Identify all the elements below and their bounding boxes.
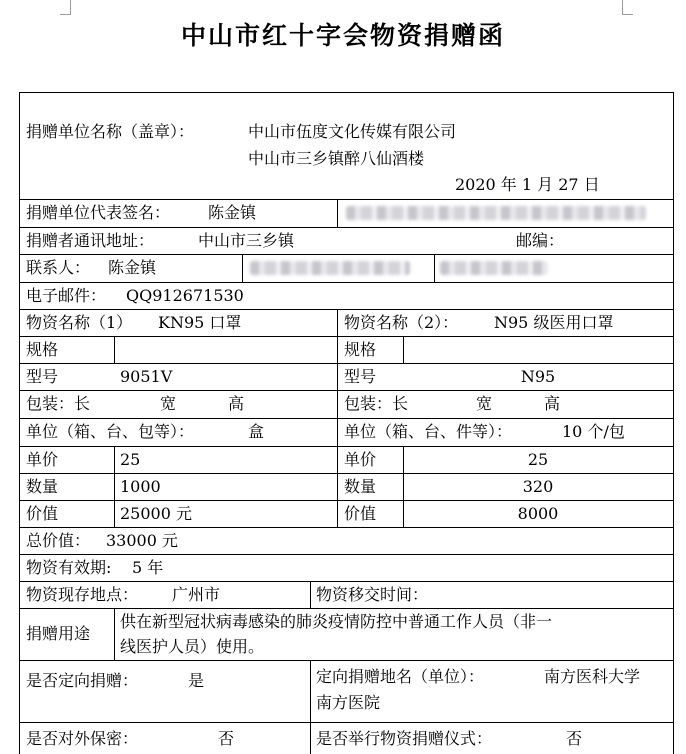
item1-pack-width: 宽: [160, 394, 177, 413]
item1-model: 9051V: [120, 367, 173, 386]
postcode-label: 邮编：: [516, 231, 565, 250]
item1-name-label: 物资名称（1）: [26, 313, 133, 332]
page-corner-mark-left: [60, 0, 71, 15]
item2-pack-height: 高: [544, 394, 561, 413]
redacted-field: [250, 261, 410, 275]
contact-name: 陈金镇: [108, 258, 157, 277]
item1-qty: 1000: [120, 477, 161, 496]
col-divider: [242, 254, 243, 282]
donation-date: 2020 年 1 月 27 日: [455, 175, 600, 194]
validity-value: 5 年: [132, 558, 164, 577]
item1-unit: 盒: [248, 422, 265, 441]
row-divider: [19, 446, 674, 447]
rep-signature-label: 捐赠单位代表签名：: [26, 203, 171, 222]
item2-pack-label: 包装：长: [344, 394, 409, 413]
col-divider: [337, 199, 338, 227]
directed-label: 是否定向捐赠：: [26, 671, 139, 690]
ceremony-value: 否: [566, 729, 583, 748]
transfer-time-label: 物资移交时间：: [316, 585, 429, 604]
item2-qty: 320: [522, 477, 554, 496]
item2-name: N95 级医用口罩: [494, 313, 614, 332]
item2-value: 8000: [517, 504, 559, 523]
row-divider: [19, 418, 674, 419]
total-value: 33000 元: [106, 531, 178, 550]
redacted-field: [440, 261, 548, 275]
address-value: 中山市三乡镇: [198, 231, 295, 250]
col-divider: [114, 336, 115, 363]
row-divider: [19, 722, 674, 723]
item2-unit-label: 单位（箱、台、件等）：: [344, 422, 513, 441]
table-border-right: [673, 92, 674, 754]
contact-label: 联系人：: [26, 258, 91, 277]
item2-model-label: 型号: [344, 367, 377, 386]
item2-model: N95: [520, 367, 556, 386]
usage-label: 捐赠用途: [26, 624, 91, 643]
item1-pack-label: 包装：长: [26, 394, 91, 413]
row-divider: [19, 227, 674, 228]
item2-qty-label: 数量: [344, 477, 377, 496]
validity-label: 物资有效期:: [26, 558, 112, 577]
col-divider: [403, 336, 404, 363]
row-divider: [19, 390, 674, 391]
item2-pack-width: 宽: [476, 394, 493, 413]
row-divider: [19, 92, 674, 93]
page-corner-mark-right: [622, 0, 633, 15]
item1-value-label: 价值: [26, 504, 59, 523]
item1-price: 25: [120, 450, 141, 469]
donor-name-line2: 中山市三乡镇醉八仙酒楼: [248, 149, 425, 168]
row-divider: [19, 336, 674, 337]
item1-pack-height: 高: [228, 394, 245, 413]
donor-name-line1: 中山市伍度文化传媒有限公司: [248, 122, 457, 141]
item1-spec-label: 规格: [26, 340, 59, 359]
item2-unit: 10 个/包: [562, 422, 625, 441]
row-divider: [19, 581, 674, 582]
row-divider: [19, 199, 674, 200]
email-value: QQ912671530: [126, 286, 244, 305]
email-label: 电子邮件：: [26, 286, 107, 305]
row-divider: [19, 554, 674, 555]
item1-name: KN95 口罩: [158, 313, 242, 332]
total-value-label: 总价值：: [26, 531, 91, 550]
col-divider: [434, 254, 435, 282]
item2-price-label: 单价: [344, 450, 377, 469]
item2-name-label: 物资名称（2）：: [344, 313, 459, 332]
location-value: 广州市: [172, 585, 221, 604]
table-border-left: [19, 92, 20, 754]
col-divider: [114, 608, 115, 660]
item1-value: 25000 元: [120, 504, 192, 523]
item2-spec-label: 规格: [344, 340, 377, 359]
col-divider: [114, 446, 115, 527]
usage-line1: 供在新型冠状病毒感染的肺炎疫情防控中普通工作人员（非一: [120, 612, 553, 631]
row-divider: [19, 473, 674, 474]
confidential-value: 否: [218, 729, 235, 748]
row-divider: [19, 282, 674, 283]
target-label: 定向捐赠地名（单位）：: [316, 667, 485, 686]
row-divider: [19, 363, 674, 364]
item1-price-label: 单价: [26, 450, 59, 469]
item2-price: 25: [527, 450, 549, 469]
row-divider: [19, 660, 674, 661]
item1-model-label: 型号: [26, 367, 59, 386]
item1-unit-label: 单位（箱、台、包等）：: [26, 422, 195, 441]
redacted-field: [346, 206, 646, 220]
address-label: 捐赠者通讯地址：: [26, 231, 155, 250]
row-divider: [19, 500, 674, 501]
usage-line2: 线医护人员）使用。: [120, 637, 265, 656]
donor-name-label: 捐赠单位名称（盖章）：: [26, 122, 195, 141]
target-line1: 南方医科大学: [544, 667, 641, 686]
ceremony-label: 是否举行物资捐赠仪式：: [316, 729, 493, 748]
col-divider: [310, 660, 311, 754]
row-divider: [19, 527, 674, 528]
rep-signature-name: 陈金镇: [208, 203, 257, 222]
col-divider: [310, 581, 311, 608]
directed-value: 是: [188, 671, 205, 690]
confidential-label: 是否对外保密：: [26, 729, 139, 748]
row-divider: [19, 608, 674, 609]
target-line2: 南方医院: [316, 693, 381, 712]
document-title: 中山市红十字会物资捐赠函: [180, 21, 505, 50]
row-divider: [19, 309, 674, 310]
item1-qty-label: 数量: [26, 477, 59, 496]
col-divider: [337, 309, 338, 527]
row-divider: [19, 254, 674, 255]
item2-value-label: 价值: [344, 504, 377, 523]
location-label: 物资现存地点：: [26, 585, 139, 604]
